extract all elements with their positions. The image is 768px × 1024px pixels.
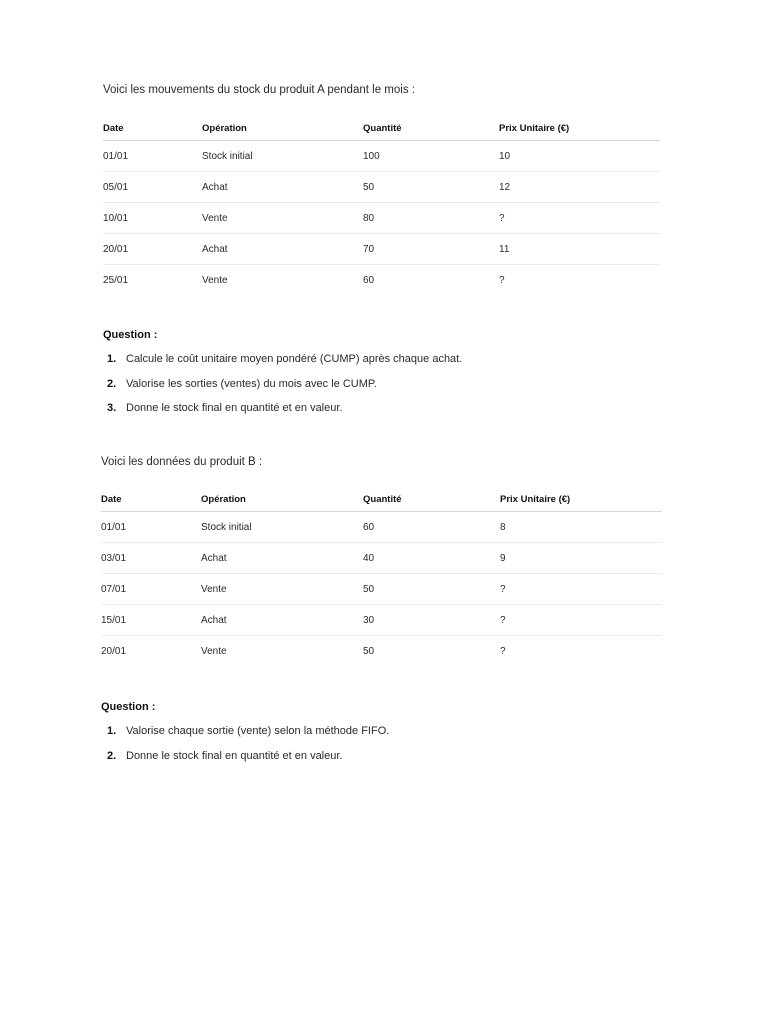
- header-unit-price: Prix Unitaire (€): [499, 117, 661, 141]
- table-row: [101, 605, 662, 636]
- table-row: [101, 512, 662, 543]
- cell-date: 10/01: [103, 203, 202, 234]
- list-item: [107, 378, 462, 403]
- table-row: [101, 636, 662, 667]
- table-header-row: [101, 488, 662, 512]
- product-a-intro: Voici les mouvements du stock du produit A pendant le mois :: [103, 84, 415, 96]
- cell-quantity: 60: [363, 512, 500, 543]
- table-header-row: [103, 117, 661, 141]
- cell-operation: Achat: [201, 543, 363, 574]
- table-row: [103, 172, 661, 203]
- cell-quantity: 50: [363, 574, 500, 605]
- cell-quantity: 50: [363, 172, 499, 203]
- cell-quantity: 40: [363, 543, 500, 574]
- cell-operation: Vente: [202, 203, 363, 234]
- table-row: [101, 574, 662, 605]
- cell-operation: Vente: [201, 574, 363, 605]
- cell-operation: Vente: [202, 274, 228, 286]
- product-b-intro: Voici les données du produit B :: [101, 456, 263, 468]
- list-item-number: 1.: [107, 353, 117, 365]
- list-item-number: 2.: [107, 749, 117, 762]
- product-a-question-title: Question :: [103, 329, 158, 341]
- list-item: [107, 402, 462, 427]
- list-item-text: Valorise les sorties (ventes) du mois avec le CUMP.: [126, 377, 377, 390]
- cell-unit-price: ?: [500, 605, 662, 636]
- list-item-number: 1.: [107, 725, 117, 737]
- table-row: [103, 203, 661, 234]
- cell-quantity: 30: [363, 605, 500, 636]
- cell-quantity: 70: [363, 234, 499, 265]
- cell-operation: Achat: [202, 234, 363, 265]
- cell-operation: Stock initial: [202, 141, 363, 172]
- cell-quantity: 80: [363, 203, 499, 234]
- cell-operation: Achat: [201, 605, 363, 636]
- list-item-number: 2.: [107, 377, 117, 390]
- cell-unit-price: 10: [499, 141, 661, 172]
- table-row: [101, 543, 662, 574]
- cell-date: 15/01: [101, 605, 201, 636]
- cell-quantity: 50: [363, 645, 375, 657]
- cell-date: 01/01: [101, 512, 201, 543]
- product-b-question-title: Question :: [101, 701, 156, 713]
- list-item: [107, 353, 462, 378]
- cell-date: 01/01: [103, 141, 202, 172]
- list-item-text: Calcule le coût unitaire moyen pondéré (CUMP) après chaque achat.: [126, 353, 463, 365]
- cell-unit-price: 8: [500, 512, 662, 543]
- header-operation: Opération: [202, 117, 363, 141]
- cell-date: 03/01: [101, 543, 201, 574]
- product-a-table: [103, 117, 661, 295]
- list-item: [107, 725, 389, 750]
- cell-date: 07/01: [101, 574, 201, 605]
- table-row: [103, 234, 661, 265]
- header-date: Date: [101, 488, 201, 512]
- cell-date: 20/01: [101, 645, 127, 657]
- product-b-table: [101, 488, 662, 666]
- cell-unit-price: 11: [499, 234, 661, 265]
- product-b-question-list: [107, 725, 389, 774]
- list-item-text: Valorise chaque sortie (vente) selon la méthode FIFO.: [126, 725, 390, 737]
- header-quantity: Quantité: [363, 117, 499, 141]
- cell-unit-price: 9: [500, 543, 662, 574]
- header-date: Date: [103, 117, 202, 141]
- cell-date: 20/01: [103, 234, 202, 265]
- table-row: [103, 141, 661, 172]
- cell-operation: Achat: [202, 172, 363, 203]
- header-quantity: Quantité: [363, 488, 500, 512]
- cell-operation: Stock initial: [201, 512, 363, 543]
- cell-unit-price: 12: [499, 172, 661, 203]
- table-row: [103, 265, 661, 296]
- cell-unit-price: ?: [499, 274, 505, 286]
- cell-operation: Vente: [201, 645, 227, 657]
- cell-quantity: 100: [363, 141, 499, 172]
- list-item-number: 3.: [107, 402, 117, 414]
- cell-unit-price: ?: [500, 574, 662, 605]
- header-unit-price: Prix Unitaire (€): [500, 488, 662, 512]
- header-operation: Opération: [201, 488, 363, 512]
- cell-unit-price: ?: [500, 645, 506, 657]
- cell-quantity: 60: [363, 274, 375, 286]
- list-item-text: Donne le stock final en quantité et en valeur.: [126, 749, 343, 762]
- product-a-question-list: [107, 353, 462, 427]
- cell-date: 05/01: [103, 172, 202, 203]
- cell-date: 25/01: [103, 274, 129, 286]
- list-item: [107, 750, 389, 775]
- cell-unit-price: ?: [499, 203, 661, 234]
- list-item-text: Donne le stock final en quantité et en valeur.: [126, 402, 343, 414]
